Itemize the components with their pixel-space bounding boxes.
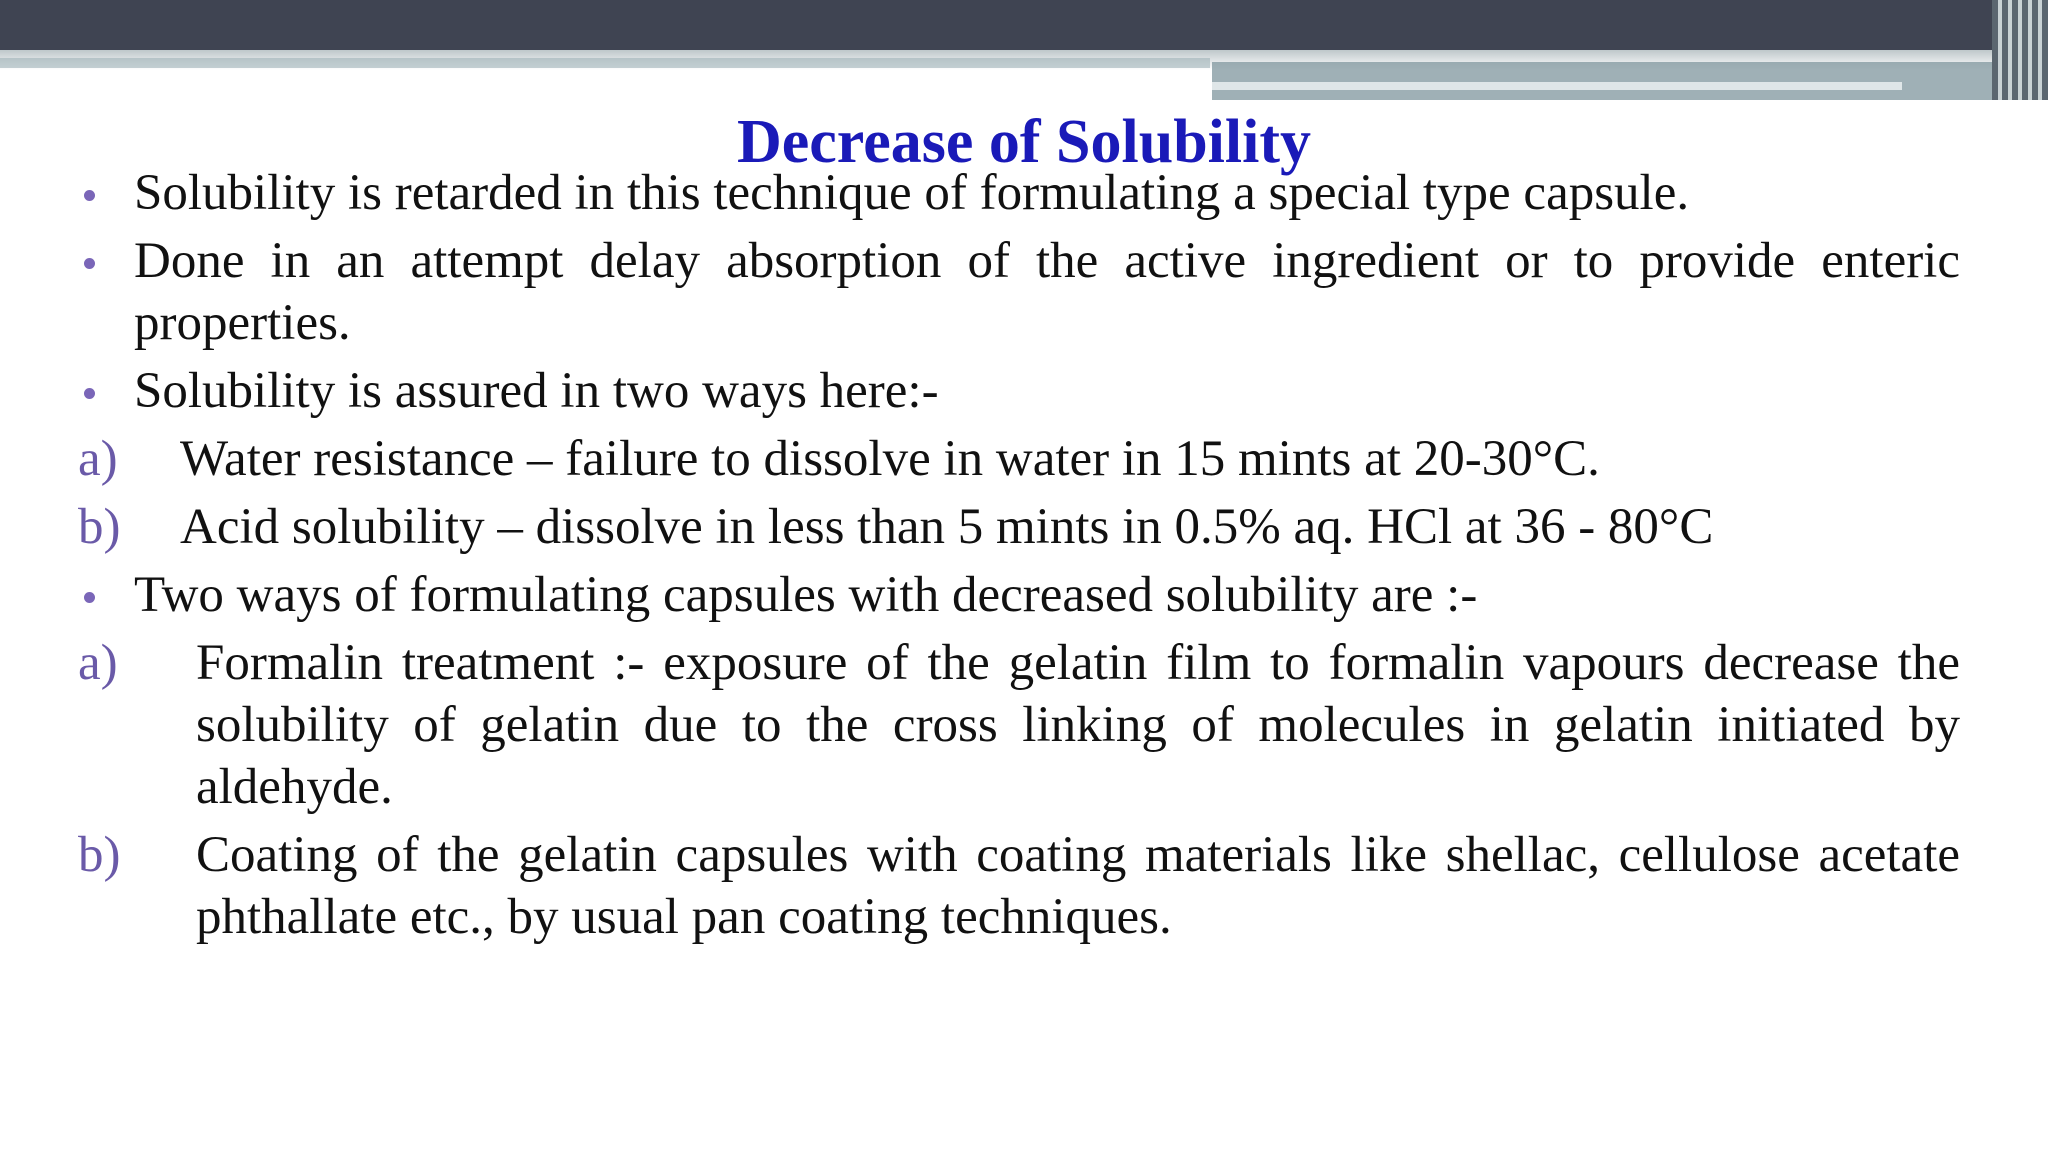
sub-item-text: Acid solubility – dissolve in less than 5 mints in 0.5% aq. HCl at 36 - 80°C (180, 499, 1714, 555)
sub-item-label: a) (78, 635, 118, 691)
sub-item-label: a) (78, 431, 118, 487)
sub-item-text: Formalin treatment :- exposure of the gelatin film to formalin vapours decrease the solubility of gelatin due to the cross linking of molecules in gelatin initiated by aldehyde. (196, 635, 1960, 815)
sub-item-text: Coating of the gelatin capsules with coating materials like shellac, cellulose acetate phthallate etc., by usual pan coating techniques. (196, 827, 1960, 945)
sub-item (78, 428, 1960, 490)
header-edge-decoration (1992, 0, 2048, 100)
sub-item-text: Water resistance – failure to dissolve in water in 15 mints at 20-30°C. (180, 431, 1600, 487)
bullet-item (78, 564, 1960, 626)
bullet-item (78, 360, 1960, 422)
sub-item (78, 632, 1960, 818)
sub-item-label: b) (78, 827, 121, 883)
sub-item-label: b) (78, 499, 121, 555)
header-accent-strip (0, 58, 1210, 68)
bullet-text: Two ways of formulating capsules with decreased solubility are :- (134, 567, 1478, 623)
sub-item (78, 496, 1960, 558)
slide-title: Decrease of Solubility (736, 108, 1311, 176)
header-accent-strip (1212, 62, 2048, 100)
bullet-icon (84, 388, 95, 399)
bullet-text: Solubility is assured in two ways here:- (134, 363, 939, 419)
header-accent-strip (1212, 82, 1902, 90)
bullet-icon (84, 592, 95, 603)
bullet-item (78, 230, 1960, 354)
slide-body (78, 162, 1960, 954)
bullet-item (78, 162, 1960, 224)
header-bar (0, 0, 2048, 50)
bullet-icon (84, 258, 95, 269)
sub-item (78, 824, 1960, 948)
bullet-text: Solubility is retarded in this technique of formulating a special type capsule. (134, 165, 1690, 221)
bullet-text: Done in an attempt delay absorption of the active ingredient or to provide enteric properties. (134, 233, 1960, 351)
bullet-icon (84, 190, 95, 201)
